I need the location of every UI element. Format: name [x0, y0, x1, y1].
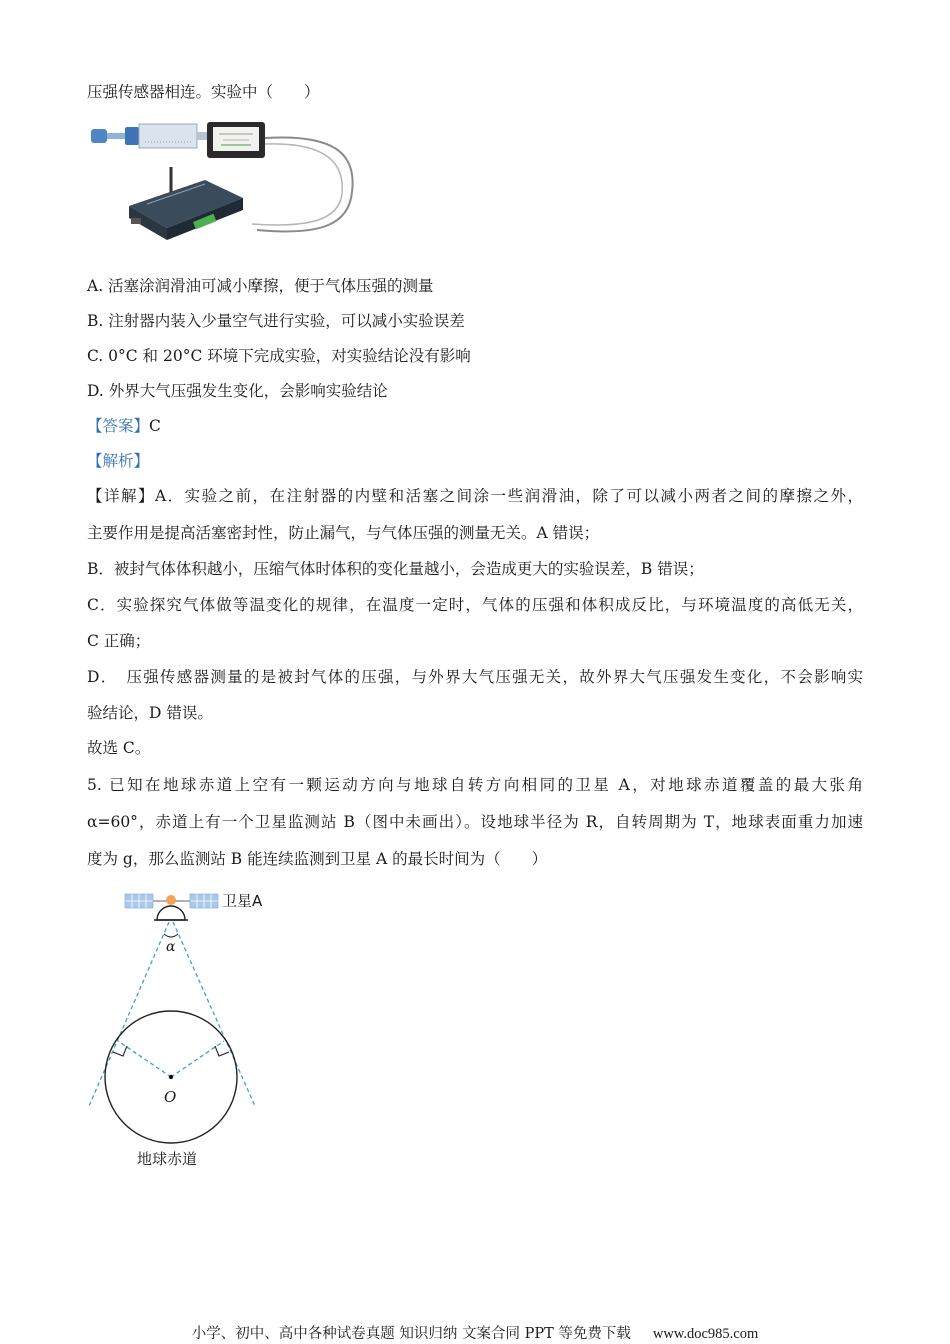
page-footer — [0, 1322, 950, 1343]
center-point — [169, 1075, 173, 1079]
satellite-coverage-diagram — [80, 884, 320, 1180]
q5-stem-line-2: α=60°，赤道上有一个卫星监测站 B（图中未画出）。设地球半径为 R，自转周期为 T，地球表面重力加速 — [87, 813, 863, 831]
conclusion: 故选 C。 — [87, 739, 151, 757]
center-label: O — [164, 1088, 177, 1106]
q4-option-b: B. 注射器内装入少量空气进行实验，可以减小实验误差 — [87, 312, 465, 330]
detail-c-line-1: C．实验探究气体做等温变化的规律，在温度一定时，气体的压强和体积成反比，与环境温度的高低无关， — [87, 596, 863, 614]
footer-text: 小学、初中、高中各种试卷真题 知识归纳 文案合同 PPT 等免费下载 — [191, 1326, 631, 1342]
q4-option-a: A. 活塞涂润滑油可减小摩擦，便于气体压强的测量 — [87, 277, 434, 295]
detail-a-line-1 — [87, 486, 863, 506]
data-logger-icon — [129, 180, 243, 240]
footer-site-link[interactable]: www.doc985.com — [652, 1326, 759, 1342]
q5-stem-line-3: 度为 g，那么监测站 B 能连续监测到卫星 A 的最长时间为（ ） — [87, 850, 548, 868]
answer-label: 【答案】 — [87, 417, 150, 435]
detail-d-line-1: D． 压强传感器测量的是被封气体的压强，与外界大气压强无关，故外界大气压强发生变化，不会影响实 — [87, 668, 863, 686]
diagram-caption: 地球赤道 — [137, 1150, 198, 1168]
q4-stem-tail: 压强传感器相连。实验中（ ） — [87, 83, 320, 101]
detail-a-text-1: A．实验之前，在注射器的内壁和活塞之间涂一些润滑油，除了可以减小两者之间的摩擦之外， — [154, 487, 863, 505]
answer-value: C — [149, 417, 161, 435]
q4-option-c: C. 0°C 和 20°C 环境下完成实验，对实验结论没有影响 — [87, 347, 471, 365]
apparatus-figure — [87, 112, 362, 250]
satellite-label: 卫星A — [222, 892, 263, 910]
detail-d-line-2: 验结论，D 错误。 — [87, 704, 213, 722]
q5-stem-line-1: 5. 已知在地球赤道上空有一颗运动方向与地球自转方向相同的卫星 A，对地球赤道覆盖的最大张角 — [87, 776, 863, 794]
answer-line — [87, 416, 161, 436]
angle-label: α — [166, 939, 176, 955]
detail-c-line-2: C 正确； — [87, 632, 151, 650]
detail-b: B．被封气体体积越小，压缩气体时体积的变化量越小，会造成更大的实验误差，B 错误； — [87, 560, 704, 578]
analysis-label: 【解析】 — [87, 452, 150, 470]
detail-a-line-2: 主要作用是提高活塞密封性，防止漏气，与气体压强的测量无关。A 错误； — [87, 524, 600, 542]
syringe-icon — [91, 124, 209, 148]
satellite-icon — [125, 894, 218, 920]
q4-option-d: D. 外界大气压强发生变化，会影响实验结论 — [87, 382, 388, 400]
detail-label: 【详解】 — [87, 487, 155, 505]
pressure-sensor-icon — [207, 122, 265, 158]
